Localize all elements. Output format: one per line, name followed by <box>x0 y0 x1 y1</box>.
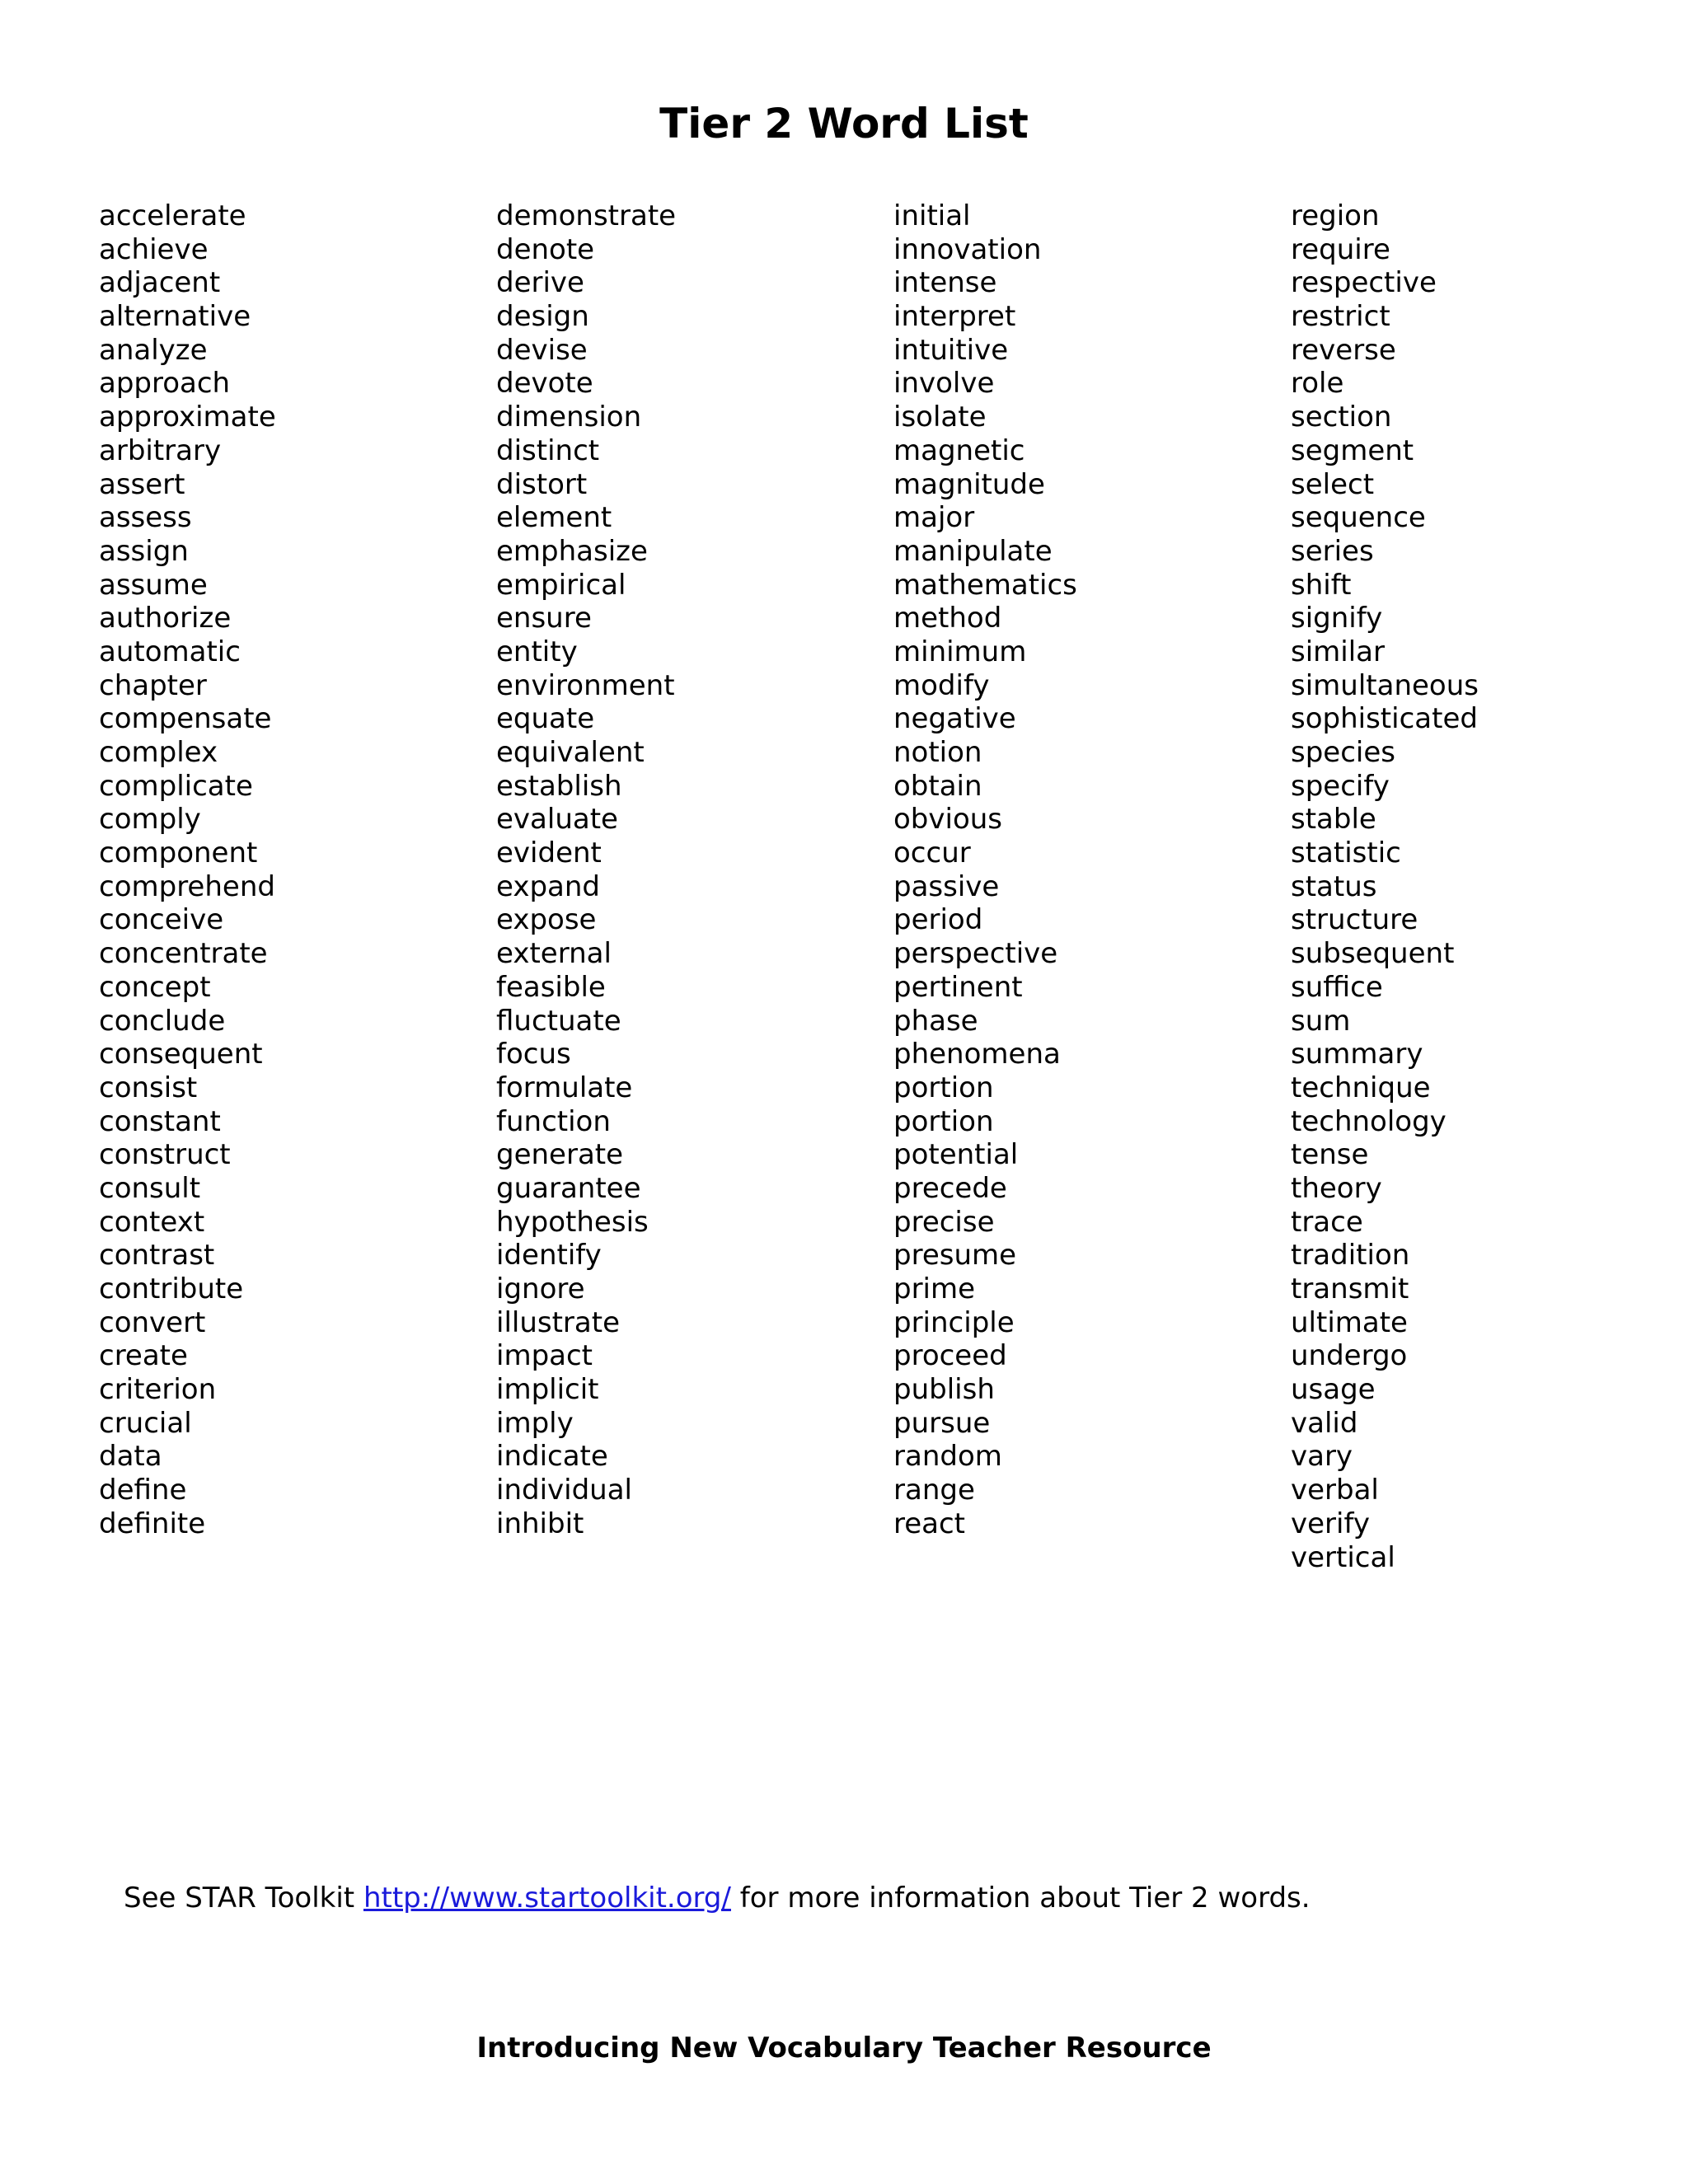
note-text-before: See STAR Toolkit <box>124 1882 363 1915</box>
word-item: conclude <box>99 1004 226 1038</box>
word-item: specify <box>1291 769 1390 803</box>
word-item: criterion <box>99 1373 217 1407</box>
word-item: pursue <box>893 1406 991 1440</box>
word-item: manipulate <box>893 534 1053 568</box>
word-item: imply <box>496 1406 574 1440</box>
word-item: crucial <box>99 1406 192 1440</box>
word-item: minimum <box>893 635 1027 668</box>
word-item: valid <box>1291 1406 1358 1440</box>
word-item: initial <box>893 199 971 232</box>
word-item: vary <box>1291 1440 1353 1474</box>
word-item: perspective <box>893 937 1058 971</box>
word-item: mathematics <box>893 568 1077 602</box>
word-item: ensure <box>496 602 592 635</box>
word-item: assess <box>99 501 192 535</box>
word-item: consequent <box>99 1038 263 1071</box>
word-item: contrast <box>99 1239 215 1272</box>
word-item: consult <box>99 1171 201 1205</box>
word-item: stable <box>1291 803 1376 837</box>
word-item: conceive <box>99 903 224 937</box>
word-item: evaluate <box>496 803 618 837</box>
word-item: occur <box>893 837 971 870</box>
word-item: negative <box>893 702 1016 736</box>
word-item: individual <box>496 1474 633 1507</box>
word-item: construct <box>99 1138 231 1172</box>
page-title: Tier 2 Word List <box>659 100 1029 148</box>
word-item: pertinent <box>893 970 1023 1004</box>
word-item: obtain <box>893 769 982 803</box>
word-item: sophisticated <box>1291 702 1478 736</box>
word-item: select <box>1291 467 1375 501</box>
word-item: component <box>99 837 258 870</box>
word-item: principle <box>893 1305 1015 1339</box>
word-item: complex <box>99 736 218 769</box>
word-item: undergo <box>1291 1339 1408 1373</box>
word-item: innovation <box>893 232 1042 266</box>
word-item: concept <box>99 970 211 1004</box>
word-item: compensate <box>99 702 272 736</box>
word-item: arbitrary <box>99 434 222 467</box>
word-item: demonstrate <box>496 199 677 232</box>
word-item: formulate <box>496 1071 633 1104</box>
word-item: equivalent <box>496 736 645 769</box>
word-item: involve <box>893 367 995 401</box>
word-item: concentrate <box>99 937 268 971</box>
word-item: technique <box>1291 1071 1431 1104</box>
word-item: isolate <box>893 401 987 434</box>
word-item: simultaneous <box>1291 668 1479 702</box>
word-item: context <box>99 1205 205 1239</box>
info-note <box>124 1880 1311 1916</box>
word-item: ultimate <box>1291 1305 1408 1339</box>
word-item: guarantee <box>496 1171 641 1205</box>
word-item: authorize <box>99 602 232 635</box>
word-item: expose <box>496 903 597 937</box>
word-item: intense <box>893 266 997 300</box>
word-item: trace <box>1291 1205 1363 1239</box>
word-item: reverse <box>1291 333 1396 367</box>
word-item: emphasize <box>496 534 648 568</box>
word-item: function <box>496 1104 611 1138</box>
page-footer: Introducing New Vocabulary Teacher Resource <box>476 2032 1212 2064</box>
word-item: region <box>1291 199 1380 232</box>
word-item: constant <box>99 1104 221 1138</box>
word-item: portion <box>893 1071 994 1104</box>
word-item: assert <box>99 467 185 501</box>
word-item: verbal <box>1291 1474 1379 1507</box>
word-item: identify <box>496 1239 602 1272</box>
word-item: alternative <box>99 300 251 334</box>
word-item: sequence <box>1291 501 1426 535</box>
word-item: impact <box>496 1339 593 1373</box>
word-item: species <box>1291 736 1395 769</box>
word-item: equate <box>496 702 595 736</box>
word-item: modify <box>893 668 990 702</box>
word-item: interpret <box>893 300 1016 334</box>
word-item: devote <box>496 367 593 401</box>
word-item: passive <box>893 869 1000 903</box>
star-toolkit-link[interactable]: http://www.startoolkit.org/ <box>363 1882 731 1915</box>
word-item: consist <box>99 1071 198 1104</box>
word-item: sum <box>1291 1004 1351 1038</box>
word-item: definite <box>99 1507 206 1540</box>
word-item: approach <box>99 367 231 401</box>
word-item: phenomena <box>893 1038 1061 1071</box>
word-item: signify <box>1291 602 1383 635</box>
word-item: restrict <box>1291 300 1390 334</box>
word-item: portion <box>893 1104 994 1138</box>
word-item: require <box>1291 232 1390 266</box>
word-item: random <box>893 1440 1002 1474</box>
word-item: illustrate <box>496 1305 620 1339</box>
word-item: chapter <box>99 668 207 702</box>
word-item: suffice <box>1291 970 1383 1004</box>
word-item: obvious <box>893 803 1003 837</box>
word-item: achieve <box>99 232 209 266</box>
word-item: assign <box>99 534 189 568</box>
word-item: define <box>99 1474 187 1507</box>
word-item: tense <box>1291 1138 1369 1172</box>
word-item: automatic <box>99 635 241 668</box>
word-item: phase <box>893 1004 978 1038</box>
word-item: proceed <box>893 1339 1007 1373</box>
word-item: shift <box>1291 568 1352 602</box>
word-item: evident <box>496 837 602 870</box>
word-item: respective <box>1291 266 1437 300</box>
word-item: derive <box>496 266 584 300</box>
word-item: generate <box>496 1138 624 1172</box>
word-item: magnitude <box>893 467 1045 501</box>
word-item: range <box>893 1474 975 1507</box>
word-item: notion <box>893 736 982 769</box>
word-item: indicate <box>496 1440 608 1474</box>
word-item: react <box>893 1507 966 1540</box>
word-item: publish <box>893 1373 995 1407</box>
word-item: focus <box>496 1038 571 1071</box>
word-item: element <box>496 501 612 535</box>
word-item: analyze <box>99 333 208 367</box>
word-item: major <box>893 501 975 535</box>
word-column-2 <box>496 199 676 1541</box>
word-item: assume <box>99 568 208 602</box>
word-item: establish <box>496 769 622 803</box>
word-item: environment <box>496 668 675 702</box>
word-item: similar <box>1291 635 1385 668</box>
word-item: fluctuate <box>496 1004 621 1038</box>
word-item: period <box>893 903 983 937</box>
word-item: implicit <box>496 1373 599 1407</box>
word-item: section <box>1291 401 1392 434</box>
word-item: intuitive <box>893 333 1009 367</box>
word-item: tradition <box>1291 1239 1410 1272</box>
word-item: subsequent <box>1291 937 1455 971</box>
word-item: segment <box>1291 434 1414 467</box>
word-item: design <box>496 300 589 334</box>
word-column-4 <box>1291 199 1479 1574</box>
word-item: devise <box>496 333 588 367</box>
word-item: external <box>496 937 612 971</box>
word-item: empirical <box>496 568 626 602</box>
word-item: series <box>1291 534 1374 568</box>
word-item: usage <box>1291 1373 1376 1407</box>
word-item: denote <box>496 232 595 266</box>
word-item: expand <box>496 869 600 903</box>
word-item: precede <box>893 1171 1007 1205</box>
word-item: presume <box>893 1239 1017 1272</box>
word-item: entity <box>496 635 578 668</box>
word-item: contribute <box>99 1272 244 1305</box>
word-item: distinct <box>496 434 600 467</box>
word-item: hypothesis <box>496 1205 649 1239</box>
note-text-after: for more information about Tier 2 words. <box>730 1882 1311 1915</box>
word-item: accelerate <box>99 199 246 232</box>
word-item: status <box>1291 869 1377 903</box>
word-item: verify <box>1291 1507 1370 1540</box>
word-item: ignore <box>496 1272 585 1305</box>
word-item: potential <box>893 1138 1019 1172</box>
word-item: approximate <box>99 401 276 434</box>
word-item: structure <box>1291 903 1418 937</box>
word-item: theory <box>1291 1171 1382 1205</box>
word-item: transmit <box>1291 1272 1409 1305</box>
word-item: prime <box>893 1272 976 1305</box>
word-item: technology <box>1291 1104 1447 1138</box>
word-item: summary <box>1291 1038 1423 1071</box>
word-item: data <box>99 1440 162 1474</box>
word-item: complicate <box>99 769 253 803</box>
word-column-1 <box>99 199 276 1541</box>
word-item: convert <box>99 1305 206 1339</box>
word-item: statistic <box>1291 837 1401 870</box>
word-item: vertical <box>1291 1540 1395 1574</box>
word-item: dimension <box>496 401 642 434</box>
word-item: role <box>1291 367 1344 401</box>
word-item: distort <box>496 467 588 501</box>
word-item: feasible <box>496 970 606 1004</box>
word-column-3 <box>893 199 1077 1541</box>
word-item: method <box>893 602 1002 635</box>
word-item: create <box>99 1339 188 1373</box>
word-item: precise <box>893 1205 995 1239</box>
word-item: comprehend <box>99 869 275 903</box>
word-item: inhibit <box>496 1507 584 1540</box>
word-item: comply <box>99 803 201 837</box>
word-item: adjacent <box>99 266 221 300</box>
word-item: magnetic <box>893 434 1025 467</box>
word-list <box>0 199 1688 1584</box>
